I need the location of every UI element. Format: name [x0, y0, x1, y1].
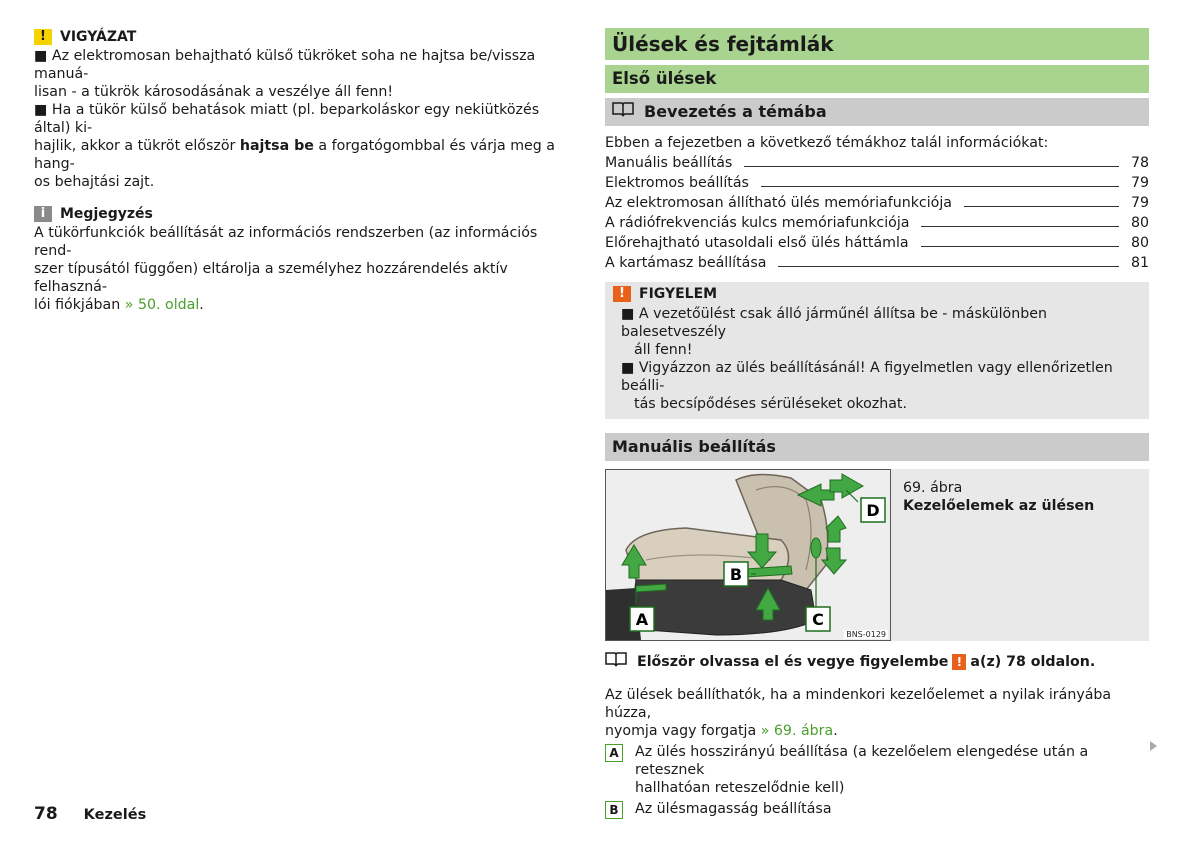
list-item — [605, 800, 1149, 819]
caution-heading — [34, 28, 574, 46]
fig-label-b: B — [729, 565, 743, 584]
chapter-heading: Ülések és fejtámlák — [605, 28, 1149, 60]
warning-box — [605, 282, 1149, 419]
text-line: nyomja vagy forgatja — [605, 723, 761, 739]
toc-leader-line — [778, 257, 1119, 267]
text-line: hallhatóan reteszelődnie kell) — [635, 780, 845, 796]
book-icon — [605, 651, 629, 672]
item-text — [635, 800, 832, 819]
read-first-page: a(z) 78 oldalon. — [970, 653, 1096, 670]
toc-page-number: 78 — [1130, 155, 1149, 171]
toc-label: Elektromos beállítás — [605, 175, 749, 191]
read-first-text: Először olvassa el és vegye figyelembe — [637, 653, 949, 670]
figure-number: 69. ábra — [903, 480, 963, 496]
text-line: ■ Vigyázzon az ülés beállításánál! A figyelmetlen vagy ellenőrizetlen beálli- — [621, 360, 1113, 394]
toc-row[interactable] — [605, 254, 1149, 274]
intro-heading — [605, 98, 1149, 126]
warning-title: FIGYELEM — [639, 286, 718, 302]
text-line: Az ülés hosszirányú beállítása (a kezelőelem elengedése után a retesznek — [635, 744, 1089, 778]
text-line: ■ A vezetőülést csak álló járműnél állítsa be - máskülönben balesetveszély — [621, 306, 1047, 340]
toc-page-number: 80 — [1130, 215, 1149, 231]
seat-illustration — [606, 470, 890, 640]
text-line: hajlik, akkor a tükröt először — [34, 138, 240, 154]
exclamation-warning-icon: ! — [952, 654, 966, 670]
text-line: os behajtási zajt. — [34, 174, 155, 190]
toc-label: Előrehajtható utasoldali első ülés háttámla — [605, 235, 909, 251]
text-line: . — [199, 297, 204, 313]
fig-label-a: A — [635, 610, 649, 629]
item-text — [635, 743, 1149, 797]
text-line: Az ülésmagasság beállítása — [635, 801, 832, 817]
figure-block — [605, 469, 1149, 641]
text-line: lisan - a tükrök károsodásának a veszélye áll fenn! — [34, 84, 394, 100]
toc-leader-line — [921, 237, 1119, 247]
fig-label-c: C — [812, 610, 824, 629]
note-text — [34, 224, 574, 314]
toc-row[interactable] — [605, 174, 1149, 194]
figure-link[interactable]: » 69. ábra — [760, 723, 834, 739]
page-link[interactable]: » 50. oldal — [124, 297, 200, 313]
toc-leader-line — [761, 177, 1119, 187]
toc-leader-line — [744, 157, 1119, 167]
intro-heading-text: Bevezetés a témába — [644, 102, 827, 121]
figure-code: BNS-0129 — [846, 630, 886, 639]
text-line: lói fiókjában — [34, 297, 125, 313]
figure-title: Kezelőelemek az ülésen — [903, 498, 1095, 514]
toc-row[interactable] — [605, 194, 1149, 214]
caution-title: VIGYÁZAT — [60, 29, 137, 45]
text-line: ■ Ha a tükör külső behatások miatt (pl. beparkoláskor egy nekiütközés által) ki- — [34, 102, 540, 136]
left-column — [34, 28, 574, 314]
text-line: a forgatógombbal és várja meg a hang- — [34, 138, 555, 172]
warning-text — [621, 305, 1141, 413]
page-footer — [34, 805, 146, 824]
manual-adjust-heading: Manuális beállítás — [605, 433, 1149, 461]
toc-label: Manuális beállítás — [605, 155, 733, 171]
body-text — [605, 686, 1149, 740]
note-heading — [34, 205, 574, 223]
exclamation-warning-icon: ! — [613, 286, 631, 302]
right-column — [605, 28, 1149, 819]
toc-row[interactable] — [605, 154, 1149, 174]
book-icon — [612, 98, 636, 126]
seat-figure — [605, 469, 891, 641]
text-line: áll fenn! — [634, 342, 693, 358]
text-line: tás becsípődéses sérüléseket okozhat. — [634, 396, 907, 412]
fig-label-d: D — [866, 501, 880, 520]
intro-text: Ebben a fejezetben a következő témákhoz talál információkat: — [605, 135, 1049, 151]
figure-caption — [891, 469, 1094, 641]
section-heading: Első ülések — [605, 65, 1149, 93]
toc-page-number: 79 — [1130, 175, 1149, 191]
toc-leader-line — [921, 217, 1119, 227]
caution-bullet-2 — [34, 101, 574, 191]
exclamation-warning-icon: ! — [34, 29, 52, 45]
list-item — [605, 743, 1149, 797]
chapter-name: Kezelés — [83, 807, 147, 823]
text-line: Az ülések beállíthatók, ha a mindenkori kezelőelemet a nyilak irányába húzza, — [605, 687, 1112, 721]
bold-text: hajtsa be — [239, 138, 314, 154]
toc-page-number: 81 — [1130, 255, 1149, 271]
info-icon: i — [34, 206, 52, 222]
toc-list — [605, 154, 1149, 274]
item-letter-b: B — [605, 801, 623, 819]
warning-heading — [613, 285, 1141, 303]
text-line: A tükörfunkciók beállítását az információs rendszerben (az információs rend- — [34, 225, 538, 259]
page-number: 78 — [34, 804, 58, 824]
toc-page-number: 79 — [1130, 195, 1149, 211]
toc-row[interactable] — [605, 234, 1149, 254]
text-line: szer típusától függően) eltárolja a személyhez hozzárendelés aktív felhaszná- — [34, 261, 508, 295]
toc-row[interactable] — [605, 214, 1149, 234]
toc-page-number: 80 — [1130, 235, 1149, 251]
toc-leader-line — [964, 197, 1119, 207]
note-title: Megjegyzés — [60, 206, 153, 222]
item-letter-a: A — [605, 744, 623, 762]
caution-bullet-1 — [34, 47, 574, 101]
read-first-note — [605, 651, 1149, 672]
toc-label: Az elektromosan állítható ülés memóriafunkciója — [605, 195, 952, 211]
continue-arrow-icon — [1150, 741, 1157, 751]
toc-label: A rádiófrekvenciás kulcs memóriafunkciója — [605, 215, 910, 231]
text-line: . — [833, 723, 838, 739]
text-line: ■ Az elektromosan behajtható külső tükröket soha ne hajtsa be/vissza manuá- — [34, 48, 536, 82]
toc-label: A kartámasz beállítása — [605, 255, 767, 271]
